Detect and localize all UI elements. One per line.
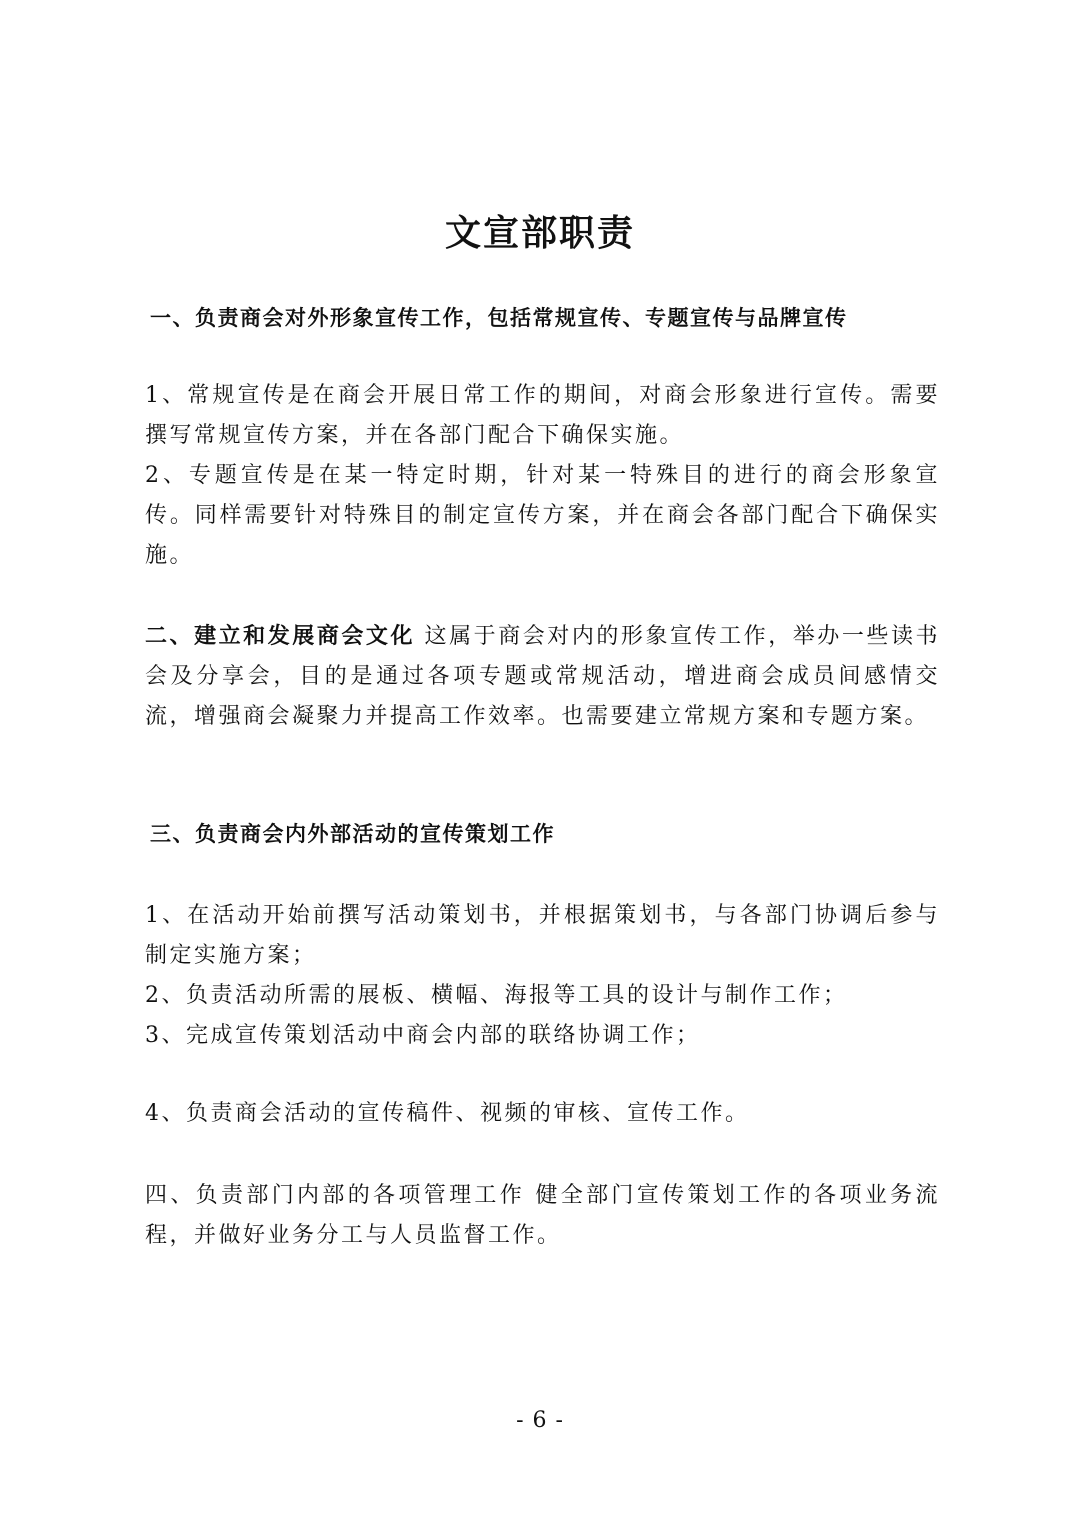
page-number: - 6 -	[516, 1408, 564, 1433]
section1-item1: 1、常规宣传是在商会开展日常工作的期间，对商会形象进行宣传。需要撰写常规宣传方案，并在各部门配合下确保实施。	[145, 383, 940, 448]
section2-lead: 二、建立和发展商会文化	[145, 623, 416, 649]
section2-paragraph	[145, 616, 940, 737]
section2-text: 这属于商会对内的形象宣传工作，举办一些读书会及分享会，目的是通过各项专题或常规活动，增进商会成员间感情交流，增强商会凝聚力并提高工作效率。也需要建立常规方案和专题方案。	[145, 624, 940, 729]
section3-item4: 4、负责商会活动的宣传稿件、视频的审核、宣传工作。	[145, 1101, 750, 1126]
page-title: 文宣部职责	[444, 212, 635, 254]
section3-item3: 3、完成宣传策划活动中商会内部的联络协调工作；	[145, 1023, 701, 1048]
section4-paragraph: 四、负责部门内部的各项管理工作 健全部门宣传策划工作的各项业务流程，并做好业务分工与人员监督工作。	[145, 1183, 940, 1248]
section1-heading: 一、负责商会对外形象宣传工作，包括常规宣传、专题宣传与品牌宣传	[150, 305, 848, 330]
section1-item2: 2、专题宣传是在某一特定时期，针对某一特殊目的进行的商会形象宣传。同样需要针对特殊目的制定宣传方案，并在商会各部门配合下确保实施。	[145, 463, 940, 568]
section3-heading: 三、负责商会内外部活动的宣传策划工作	[150, 821, 555, 846]
section3-item2: 2、负责活动所需的展板、横幅、海报等工具的设计与制作工作；	[145, 983, 848, 1008]
section3-item1: 1、在活动开始前撰写活动策划书，并根据策划书，与各部门协调后参与制定实施方案；	[145, 903, 940, 968]
